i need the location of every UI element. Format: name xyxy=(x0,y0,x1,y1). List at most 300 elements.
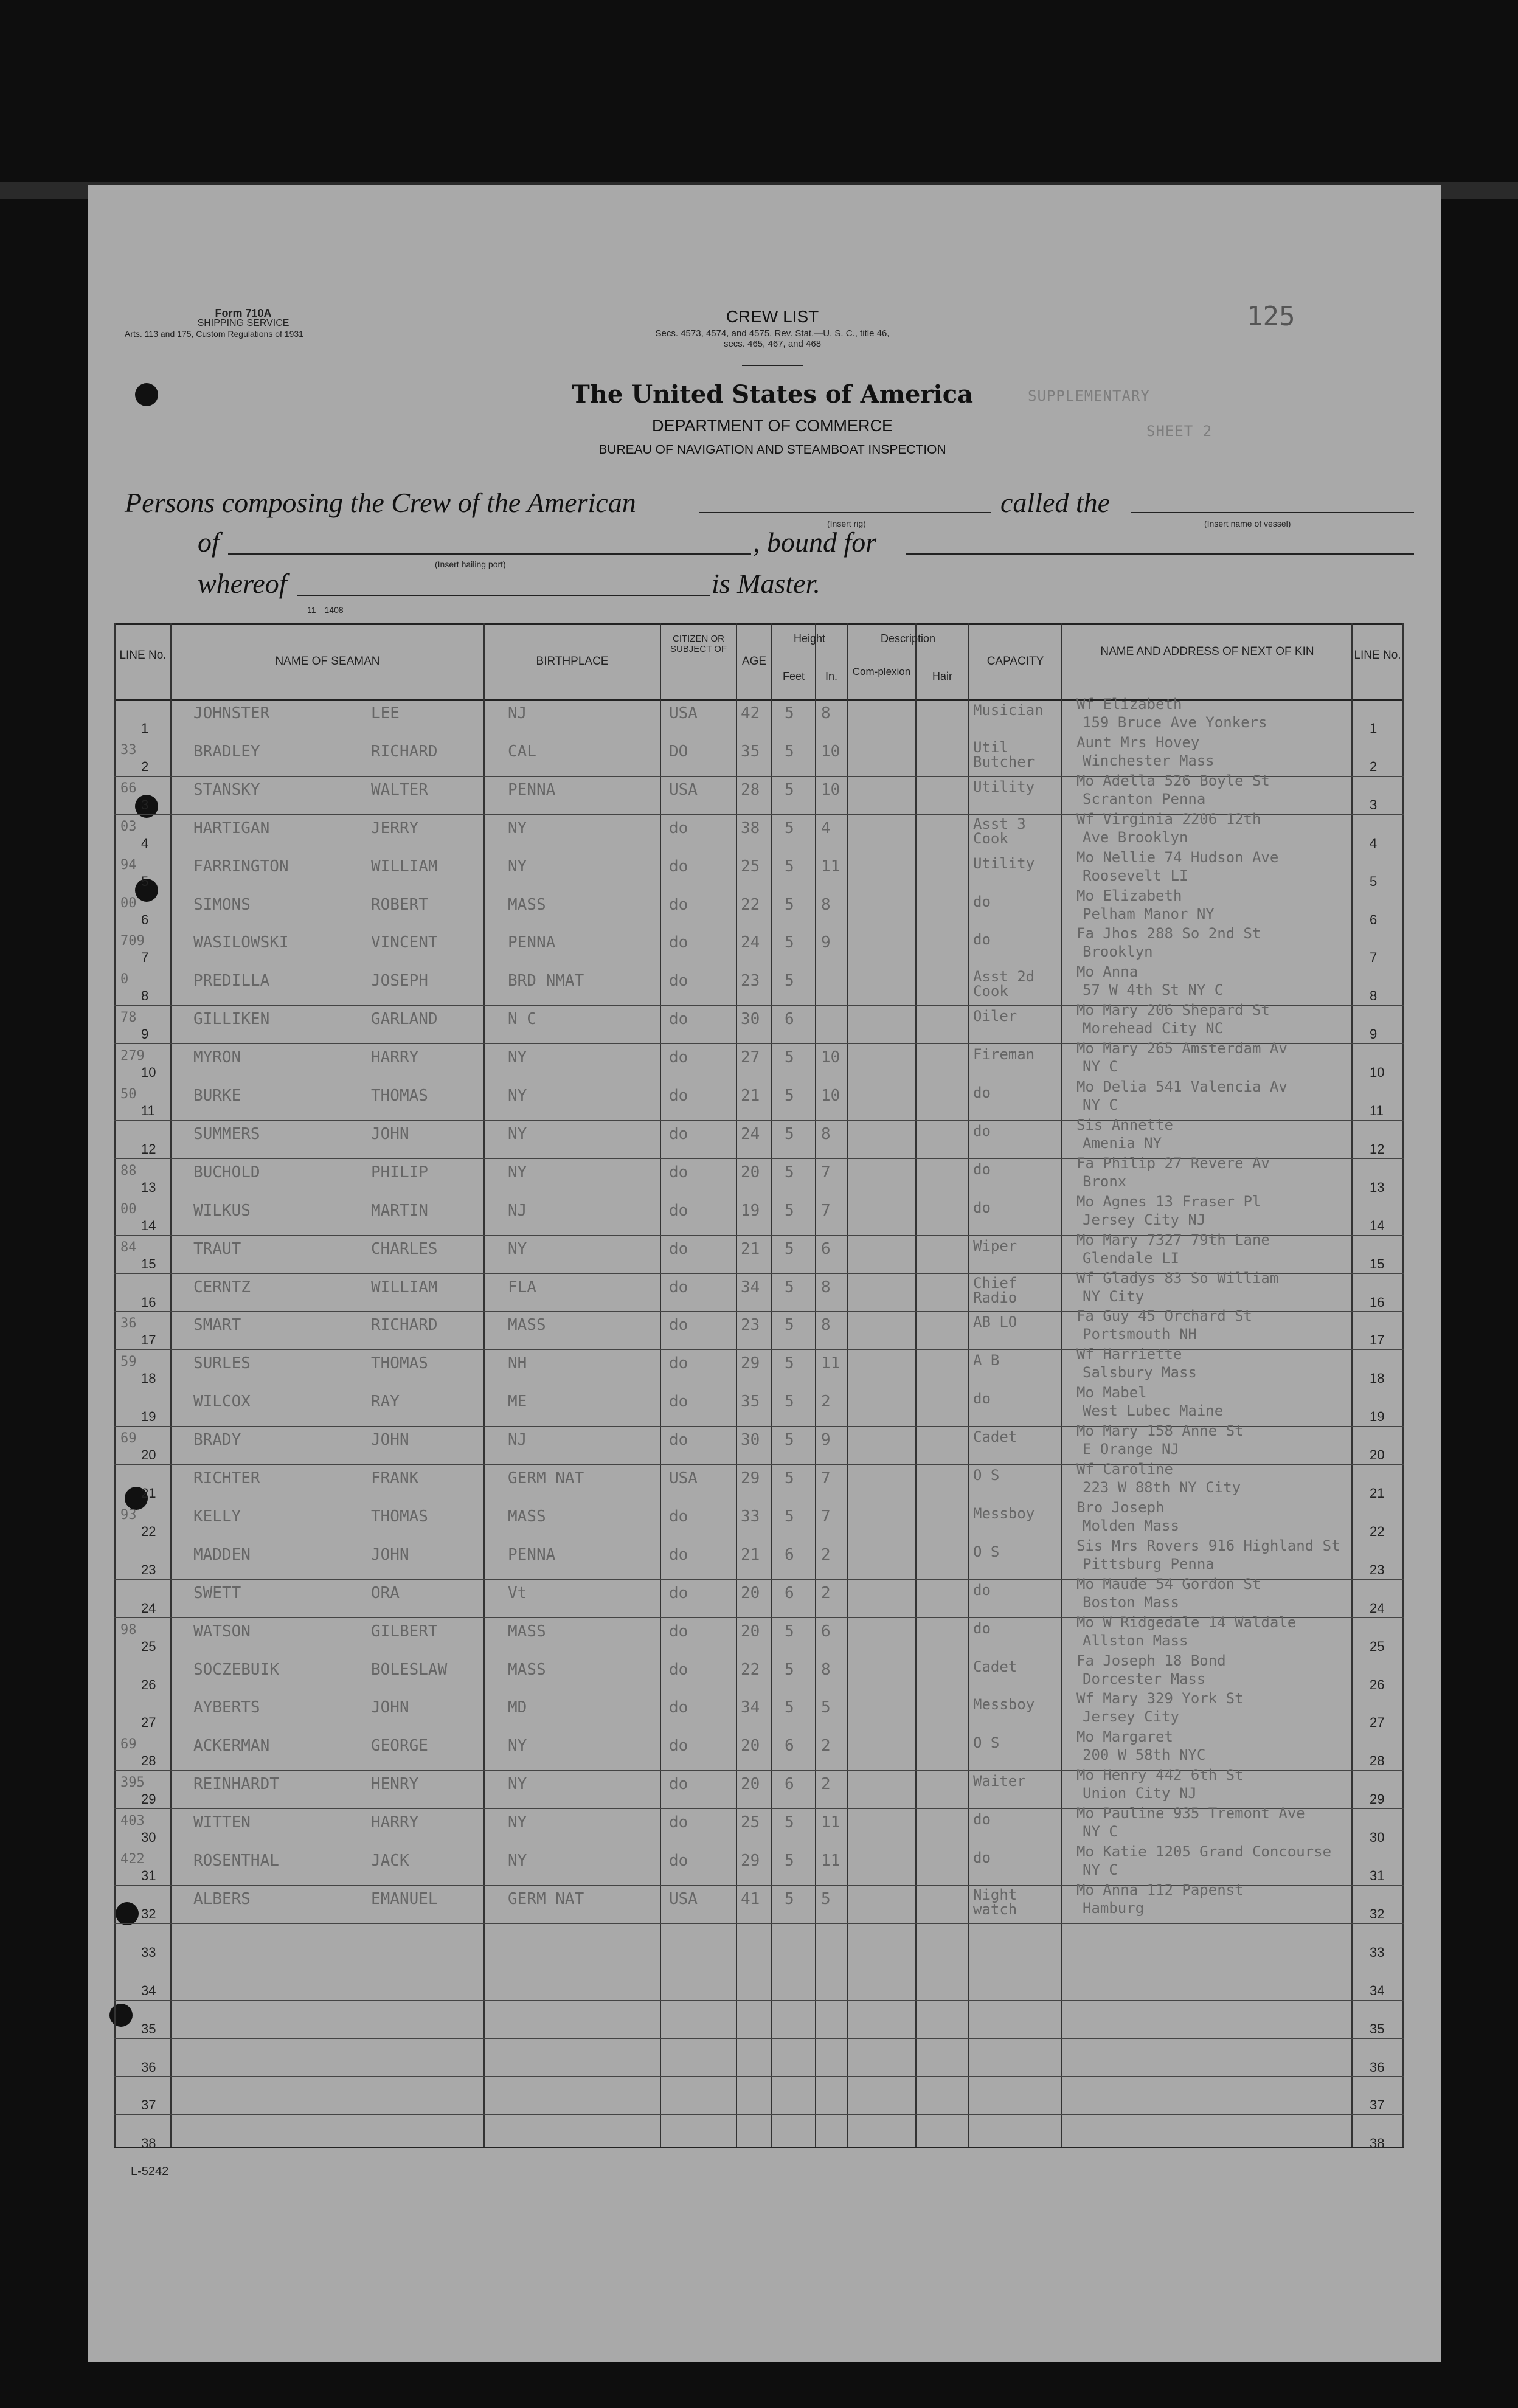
seaman-given-name: THOMAS xyxy=(371,1354,428,1373)
next-of-kin-name: Mo Elizabeth xyxy=(1076,887,1182,904)
row-margin-mark: 88 xyxy=(120,1163,137,1178)
seaman-height-inches: 9 xyxy=(821,1431,831,1450)
insert-vessel-hint: (Insert name of vessel) xyxy=(1204,519,1291,528)
next-of-kin-address: Ave Brooklyn xyxy=(1083,828,1188,846)
seaman-age: 34 xyxy=(741,1278,760,1296)
seaman-height-feet: 5 xyxy=(785,1698,794,1717)
seaman-height-feet: 5 xyxy=(785,857,794,876)
table-top-rule xyxy=(114,623,1404,625)
seaman-capacity: do xyxy=(973,1390,991,1408)
row-line-number: 1 xyxy=(141,721,149,736)
row-line-number: 6 xyxy=(141,912,149,927)
seaman-capacity: Night watch xyxy=(973,1886,1017,1918)
seaman-citizenship: DO xyxy=(669,742,688,761)
row-line-number: 19 xyxy=(141,1409,156,1425)
row-line-number-right: 17 xyxy=(1370,1332,1385,1348)
next-of-kin-name: Mo W Ridgedale 14 Waldale xyxy=(1076,1613,1297,1631)
seaman-citizenship: do xyxy=(669,1431,688,1450)
seaman-height-inches: 5 xyxy=(821,1698,831,1717)
seaman-birthplace: NY xyxy=(508,1852,527,1870)
next-of-kin-address: Pelham Manor NY xyxy=(1083,905,1215,922)
seaman-citizenship: do xyxy=(669,1087,688,1105)
seaman-height-inches: 6 xyxy=(821,1239,831,1258)
next-of-kin-name: Mo Mary 206 Shepard St xyxy=(1076,1002,1270,1019)
seaman-citizenship: do xyxy=(669,1622,688,1641)
seaman-birthplace: PENNA xyxy=(508,933,556,952)
seaman-citizenship: USA xyxy=(669,1469,698,1487)
row-margin-mark: 66 xyxy=(120,780,137,796)
seaman-height-feet: 5 xyxy=(785,1201,794,1220)
next-of-kin-address: Scranton Penna xyxy=(1083,790,1206,808)
row-line-number: 29 xyxy=(141,1791,156,1807)
seaman-height-inches: 11 xyxy=(821,1813,840,1832)
seaman-capacity: do xyxy=(973,1122,991,1140)
seaman-citizenship: do xyxy=(669,1698,688,1717)
row-line-number: 5 xyxy=(141,873,149,889)
table-header-rule xyxy=(114,699,1404,701)
seaman-height-inches: 7 xyxy=(821,1469,831,1487)
row-line-number-right: 26 xyxy=(1370,1676,1385,1692)
row-line-number: 8 xyxy=(141,988,149,1004)
next-of-kin-address: Portsmouth NH xyxy=(1083,1326,1197,1343)
row-margin-mark: 69 xyxy=(120,1431,137,1447)
seaman-birthplace: MD xyxy=(508,1698,527,1717)
row-line-number: 38 xyxy=(141,2136,156,2151)
seaman-birthplace: PENNA xyxy=(508,780,556,799)
next-of-kin-address: Glendale LI xyxy=(1083,1249,1179,1267)
seaman-capacity: Messboy xyxy=(973,1696,1035,1714)
seaman-height-feet: 5 xyxy=(785,1239,794,1258)
seaman-surname: REINHARDT xyxy=(193,1775,279,1794)
next-of-kin-address: 159 Bruce Ave Yonkers xyxy=(1083,714,1267,731)
row-line-number: 16 xyxy=(141,1294,156,1310)
next-of-kin-address: Salsbury Mass xyxy=(1083,1364,1197,1382)
seaman-surname: MYRON xyxy=(193,1048,241,1067)
seaman-birthplace: NY xyxy=(508,1239,527,1258)
country-heading: The United States of America xyxy=(571,380,974,409)
form-title: CREW LIST xyxy=(726,307,819,326)
seaman-citizenship: do xyxy=(669,1124,688,1143)
seaman-citizenship: do xyxy=(669,1737,688,1756)
seaman-capacity: do xyxy=(973,1160,991,1178)
seaman-given-name: RICHARD xyxy=(371,1316,438,1335)
seaman-birthplace: ME xyxy=(508,1393,527,1411)
col-capacity: CAPACITY xyxy=(986,655,1044,668)
row-line-number: 7 xyxy=(141,950,149,966)
insert-port-hint: (Insert hailing port) xyxy=(435,559,506,569)
seaman-height-feet: 5 xyxy=(785,895,794,914)
seaman-surname: BRADLEY xyxy=(193,742,260,761)
seaman-surname: WILKUS xyxy=(193,1201,251,1220)
seaman-given-name: JOHN xyxy=(371,1698,409,1717)
seaman-capacity: Asst 2d Cook xyxy=(973,968,1035,1000)
seaman-birthplace: NY xyxy=(508,1048,527,1067)
seaman-citizenship: USA xyxy=(669,780,698,799)
row-margin-mark: 279 xyxy=(120,1048,145,1064)
col-description: Description xyxy=(880,632,936,645)
seaman-birthplace: Vt xyxy=(508,1583,527,1602)
next-of-kin-address: NY C xyxy=(1083,1823,1118,1841)
next-of-kin-name: Mo Agnes 13 Fraser Pl xyxy=(1076,1192,1261,1210)
seaman-birthplace: NY xyxy=(508,1163,527,1182)
seaman-birthplace: NY xyxy=(508,857,527,876)
seaman-surname: CERNTZ xyxy=(193,1278,251,1296)
next-of-kin-name: Mo Margaret xyxy=(1076,1728,1173,1746)
seaman-given-name: ROBERT xyxy=(371,895,428,914)
row-line-number: 2 xyxy=(141,758,149,774)
next-of-kin-name: Fa Philip 27 Revere Av xyxy=(1076,1154,1270,1172)
seaman-capacity: A B xyxy=(973,1352,1000,1369)
title-rule xyxy=(742,365,803,366)
seaman-citizenship: do xyxy=(669,1201,688,1220)
seaman-height-feet: 5 xyxy=(785,1889,794,1908)
row-margin-mark: 94 xyxy=(120,857,137,873)
row-line-number: 36 xyxy=(141,2059,156,2075)
next-of-kin-address: Roosevelt LI xyxy=(1083,867,1188,884)
seaman-citizenship: do xyxy=(669,1813,688,1832)
next-of-kin-address: 223 W 88th NY City xyxy=(1083,1479,1241,1496)
row-margin-mark: 00 xyxy=(120,1201,137,1217)
seaman-citizenship: do xyxy=(669,1010,688,1029)
seaman-height-inches: 6 xyxy=(821,1622,831,1641)
seaman-given-name: THOMAS xyxy=(371,1087,428,1105)
next-of-kin-name: Wf Gladys 83 So William xyxy=(1076,1269,1279,1287)
row-line-number: 32 xyxy=(141,1906,156,1922)
seaman-height-inches: 11 xyxy=(821,857,840,876)
seaman-citizenship: do xyxy=(669,1048,688,1067)
seaman-citizenship: do xyxy=(669,895,688,914)
vessel-name-field[interactable] xyxy=(1131,512,1414,513)
seaman-citizenship: do xyxy=(669,1545,688,1564)
seaman-height-feet: 5 xyxy=(785,1469,794,1487)
seaman-given-name: WALTER xyxy=(371,780,428,799)
seaman-citizenship: do xyxy=(669,1316,688,1335)
row-margin-mark: 59 xyxy=(120,1354,137,1370)
seaman-age: 25 xyxy=(741,1813,760,1832)
seaman-birthplace: N C xyxy=(508,1010,536,1029)
seaman-citizenship: do xyxy=(669,1660,688,1679)
seaman-height-feet: 6 xyxy=(785,1010,794,1029)
row-line-number: 27 xyxy=(141,1715,156,1731)
seaman-height-inches: 9 xyxy=(821,933,831,952)
seaman-capacity: Utility xyxy=(973,778,1035,795)
table-bottom-rule xyxy=(114,2147,1404,2148)
row-line-number-right: 10 xyxy=(1370,1065,1385,1081)
statutes-line-2: secs. 465, 467, and 468 xyxy=(723,339,822,349)
next-of-kin-address: Jersey City NJ xyxy=(1083,1211,1206,1228)
seaman-height-feet: 5 xyxy=(785,1813,794,1832)
seaman-capacity: do xyxy=(973,1811,991,1828)
form-code: 11—1408 xyxy=(307,605,344,615)
seaman-birthplace: MASS xyxy=(508,1507,546,1526)
table-row-rule xyxy=(114,2114,1404,2115)
next-of-kin-name: Mo Delia 541 Valencia Av xyxy=(1076,1078,1288,1095)
seaman-height-inches: 7 xyxy=(821,1201,831,1220)
seaman-height-feet: 5 xyxy=(785,1048,794,1067)
seaman-citizenship: do xyxy=(669,1354,688,1373)
seaman-given-name: JERRY xyxy=(371,818,419,837)
next-of-kin-address: Bronx xyxy=(1083,1172,1127,1190)
seaman-surname: KELLY xyxy=(193,1507,241,1526)
seaman-birthplace: NY xyxy=(508,1087,527,1105)
seaman-age: 25 xyxy=(741,857,760,876)
seaman-surname: PREDILLA xyxy=(193,972,270,991)
seaman-citizenship: do xyxy=(669,857,688,876)
seaman-height-feet: 6 xyxy=(785,1583,794,1602)
seaman-height-inches: 2 xyxy=(821,1583,831,1602)
seaman-citizenship: do xyxy=(669,1163,688,1182)
seaman-height-inches: 2 xyxy=(821,1775,831,1794)
seaman-birthplace: MASS xyxy=(508,1660,546,1679)
seaman-birthplace: GERM NAT xyxy=(508,1889,584,1908)
seaman-birthplace: NJ xyxy=(508,1431,527,1450)
seaman-given-name: FRANK xyxy=(371,1469,419,1487)
row-line-number: 33 xyxy=(141,1944,156,1960)
seaman-height-feet: 5 xyxy=(785,1507,794,1526)
of-label: of xyxy=(198,527,220,558)
row-line-number-right: 33 xyxy=(1370,1944,1385,1960)
seaman-height-inches: 10 xyxy=(821,1048,840,1067)
row-line-number: 18 xyxy=(141,1371,156,1386)
table-row-rule xyxy=(114,1923,1404,1924)
seaman-surname: SWETT xyxy=(193,1583,241,1602)
seaman-citizenship: do xyxy=(669,818,688,837)
seaman-surname: RICHTER xyxy=(193,1469,260,1487)
seaman-given-name: JACK xyxy=(371,1852,409,1870)
seaman-capacity: AB LO xyxy=(973,1313,1017,1331)
col-birthplace: BIRTHPLACE xyxy=(536,655,609,668)
next-of-kin-address: Jersey City xyxy=(1083,1708,1179,1726)
bureau-heading: BUREAU OF NAVIGATION AND STEAMBOAT INSPECTION xyxy=(598,443,946,457)
seaman-age: 33 xyxy=(741,1507,760,1526)
seaman-citizenship: do xyxy=(669,1393,688,1411)
row-line-number-right: 16 xyxy=(1370,1294,1385,1310)
row-margin-mark: 36 xyxy=(120,1316,137,1332)
row-line-number: 26 xyxy=(141,1676,156,1692)
seaman-surname: SURLES xyxy=(193,1354,251,1373)
whereof-label: whereof xyxy=(198,568,287,599)
next-of-kin-address: NY C xyxy=(1083,1096,1118,1113)
seaman-birthplace: MASS xyxy=(508,1622,546,1641)
seaman-age: 20 xyxy=(741,1583,760,1602)
seaman-height-feet: 6 xyxy=(785,1737,794,1756)
row-line-number-right: 5 xyxy=(1370,873,1378,889)
seaman-citizenship: do xyxy=(669,1852,688,1870)
next-of-kin-address: Pittsburg Penna xyxy=(1083,1555,1215,1572)
row-line-number: 9 xyxy=(141,1026,149,1042)
seaman-citizenship: USA xyxy=(669,1889,698,1908)
seaman-capacity: O S xyxy=(973,1734,1000,1752)
next-of-kin-name: Mo Anna xyxy=(1076,963,1138,981)
seaman-given-name: GEORGE xyxy=(371,1737,428,1756)
row-line-number-right: 23 xyxy=(1370,1562,1385,1577)
seaman-surname: BRADY xyxy=(193,1431,241,1450)
seaman-capacity: O S xyxy=(973,1467,1000,1484)
col-name-of-seaman: NAME OF SEAMAN xyxy=(275,655,380,668)
row-line-number-right: 32 xyxy=(1370,1906,1385,1922)
seaman-height-inches: 10 xyxy=(821,1087,840,1105)
seaman-age: 24 xyxy=(741,1124,760,1143)
col-next-of-kin: NAME AND ADDRESS OF NEXT OF KIN xyxy=(1100,645,1314,658)
next-of-kin-address: Allston Mass xyxy=(1083,1631,1188,1649)
col-inches: In. xyxy=(825,670,837,682)
seaman-age: 20 xyxy=(741,1622,760,1641)
seaman-citizenship: do xyxy=(669,1507,688,1526)
seaman-surname: ALBERS xyxy=(193,1889,251,1908)
seaman-height-feet: 5 xyxy=(785,1660,794,1679)
seaman-height-inches: 10 xyxy=(821,780,840,799)
seaman-given-name: HARRY xyxy=(371,1048,419,1067)
hailing-port-field[interactable] xyxy=(228,553,751,555)
table-row-rule xyxy=(114,2000,1404,2001)
form-service: SHIPPING SERVICE xyxy=(197,318,289,328)
row-margin-mark: 98 xyxy=(120,1622,137,1638)
next-of-kin-name: Mo Henry 442 6th St xyxy=(1076,1766,1244,1784)
next-of-kin-name: Mo Mary 265 Amsterdam Av xyxy=(1076,1040,1288,1057)
next-of-kin-address: E Orange NJ xyxy=(1083,1441,1179,1458)
seaman-capacity: do xyxy=(973,1084,991,1101)
seaman-age: 20 xyxy=(741,1737,760,1756)
seaman-age: 21 xyxy=(741,1545,760,1564)
next-of-kin-address: 57 W 4th St NY C xyxy=(1083,981,1224,999)
seaman-capacity: do xyxy=(973,1581,991,1599)
seaman-surname: SMART xyxy=(193,1316,241,1335)
row-line-number: 11 xyxy=(141,1103,155,1118)
seaman-given-name: JOSEPH xyxy=(371,972,428,991)
seaman-surname: FARRINGTON xyxy=(193,857,289,876)
punch-hole xyxy=(116,1902,139,1925)
row-margin-mark: 00 xyxy=(120,895,137,911)
seaman-height-feet: 5 xyxy=(785,704,794,722)
row-line-number: 21 xyxy=(141,1486,156,1501)
punch-hole xyxy=(109,2004,133,2027)
next-of-kin-name: Wf Harriette xyxy=(1076,1346,1182,1363)
row-line-number-right: 4 xyxy=(1370,835,1378,851)
seaman-given-name: CHARLES xyxy=(371,1239,438,1258)
seaman-capacity: Utility xyxy=(973,854,1035,872)
rig-field[interactable] xyxy=(699,512,991,513)
row-margin-mark: 69 xyxy=(120,1737,137,1752)
seaman-height-feet: 5 xyxy=(785,1431,794,1450)
seaman-height-feet: 5 xyxy=(785,780,794,799)
seaman-age: 38 xyxy=(741,818,760,837)
seaman-capacity: Wiper xyxy=(973,1237,1017,1254)
seaman-capacity: Oiler xyxy=(973,1008,1017,1025)
seaman-age: 35 xyxy=(741,742,760,761)
seaman-age: 42 xyxy=(741,704,760,722)
next-of-kin-address: Dorcester Mass xyxy=(1083,1670,1206,1687)
row-line-number-right: 24 xyxy=(1370,1600,1385,1616)
form-number: Form 710A xyxy=(215,307,272,319)
seaman-capacity: do xyxy=(973,1619,991,1637)
seaman-capacity: Waiter xyxy=(973,1773,1026,1790)
seaman-citizenship: do xyxy=(669,1239,688,1258)
seaman-age: 30 xyxy=(741,1010,760,1029)
seaman-given-name: JOHN xyxy=(371,1124,409,1143)
row-margin-mark: 33 xyxy=(120,742,137,758)
seaman-capacity: Asst 3 Cook xyxy=(973,815,1026,847)
col-height: Height xyxy=(793,632,826,645)
seaman-capacity: do xyxy=(973,931,991,949)
row-margin-mark: 84 xyxy=(120,1239,137,1255)
seaman-birthplace: GERM NAT xyxy=(508,1469,584,1487)
department-heading: DEPARTMENT OF COMMERCE xyxy=(651,417,893,435)
page-number-stamp: 125 xyxy=(1247,301,1295,332)
seaman-birthplace: NH xyxy=(508,1354,527,1373)
seaman-height-inches: 8 xyxy=(821,1316,831,1335)
seaman-height-feet: 6 xyxy=(785,1545,794,1564)
seaman-given-name: HENRY xyxy=(371,1775,419,1794)
seaman-given-name: BOLESLAW xyxy=(371,1660,448,1679)
seaman-given-name: GILBERT xyxy=(371,1622,438,1641)
seaman-age: 27 xyxy=(741,1048,760,1067)
row-line-number-right: 18 xyxy=(1370,1371,1385,1386)
seaman-birthplace: BRD NMAT xyxy=(508,972,584,991)
seaman-height-inches: 8 xyxy=(821,1660,831,1679)
seaman-age: 19 xyxy=(741,1201,760,1220)
seaman-height-feet: 5 xyxy=(785,1316,794,1335)
next-of-kin-address: NY C xyxy=(1083,1861,1118,1878)
col-line-no: LINE No. xyxy=(119,649,167,662)
table-row-rule xyxy=(114,2038,1404,2039)
seaman-surname: ACKERMAN xyxy=(193,1737,270,1756)
seaman-age: 22 xyxy=(741,1660,760,1679)
seaman-capacity: do xyxy=(973,893,991,910)
seaman-citizenship: do xyxy=(669,972,688,991)
next-of-kin-name: Mo Nellie 74 Hudson Ave xyxy=(1076,848,1279,866)
seaman-age: 41 xyxy=(741,1889,760,1908)
seaman-surname: GILLIKEN xyxy=(193,1010,270,1029)
statutes-line-1: Secs. 4573, 4574, and 4575, Rev. Stat.—U. S. C., title 46, xyxy=(655,328,890,339)
next-of-kin-name: Fa Guy 45 Orchard St xyxy=(1076,1307,1252,1325)
next-of-kin-address: Hamburg xyxy=(1083,1899,1145,1917)
next-of-kin-name: Fa Joseph 18 Bond xyxy=(1076,1652,1226,1669)
next-of-kin-name: Mo Mabel xyxy=(1076,1384,1147,1402)
seaman-height-inches: 7 xyxy=(821,1163,831,1182)
row-line-number-right: 36 xyxy=(1370,2059,1385,2075)
row-line-number-right: 7 xyxy=(1370,950,1378,966)
next-of-kin-name: Mo Anna 112 Papenst xyxy=(1076,1881,1244,1898)
row-line-number-right: 21 xyxy=(1370,1486,1385,1501)
row-line-number: 24 xyxy=(141,1600,156,1616)
seaman-height-inches: 4 xyxy=(821,818,831,837)
seaman-age: 35 xyxy=(741,1393,760,1411)
seaman-age: 30 xyxy=(741,1431,760,1450)
next-of-kin-address: NY City xyxy=(1083,1287,1145,1305)
row-line-number-right: 31 xyxy=(1370,1868,1385,1883)
table-row-rule xyxy=(114,1349,1404,1350)
seaman-age: 20 xyxy=(741,1163,760,1182)
bound-for-field[interactable] xyxy=(906,553,1414,555)
seaman-birthplace: MASS xyxy=(508,1316,546,1335)
seaman-height-feet: 5 xyxy=(785,742,794,761)
seaman-capacity: Chief Radio xyxy=(973,1274,1017,1306)
row-line-number-right: 1 xyxy=(1370,721,1378,736)
master-name-field[interactable] xyxy=(297,595,710,596)
seaman-height-feet: 5 xyxy=(785,1852,794,1870)
seaman-capacity: Cadet xyxy=(973,1428,1017,1446)
seaman-citizenship: do xyxy=(669,1278,688,1296)
col-hair: Hair xyxy=(932,670,952,682)
seaman-surname: AYBERTS xyxy=(193,1698,260,1717)
seaman-given-name: RAY xyxy=(371,1393,400,1411)
row-line-number-right: 28 xyxy=(1370,1753,1385,1769)
row-margin-mark: 422 xyxy=(120,1852,145,1867)
seaman-surname: BURKE xyxy=(193,1087,241,1105)
row-line-number-right: 6 xyxy=(1370,912,1378,927)
seaman-birthplace: CAL xyxy=(508,742,536,761)
row-line-number: 28 xyxy=(141,1753,156,1769)
